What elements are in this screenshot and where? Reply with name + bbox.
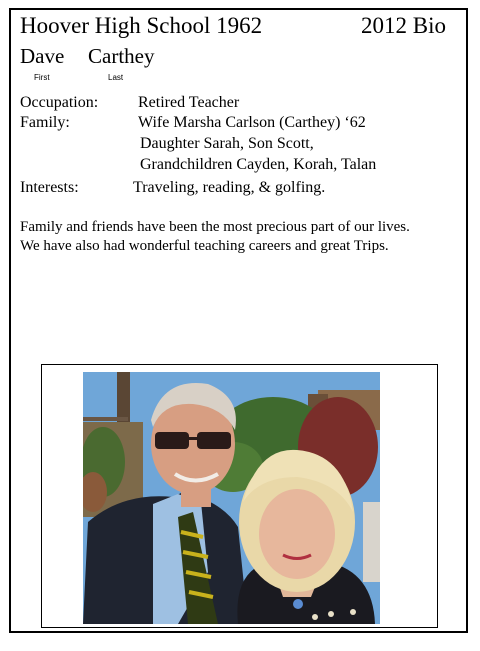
first-name: Dave xyxy=(20,44,65,68)
statement-line: We have also had wonderful teaching careers and great Trips. xyxy=(20,238,389,254)
family-line: Grandchildren Cayden, Korah, Talan xyxy=(140,156,377,173)
family-line: Daughter Sarah, Son Scott, xyxy=(140,135,314,152)
personal-statement xyxy=(20,218,465,256)
occupation-label: Occupation: xyxy=(20,94,99,111)
first-name-caption: First xyxy=(34,73,50,82)
interests-label: Interests: xyxy=(20,179,79,196)
couple-photo xyxy=(83,372,380,624)
family-label: Family: xyxy=(20,114,70,131)
interests-value: Traveling, reading, & golfing. xyxy=(133,179,326,196)
statement-line: Family and friends have been the most precious part of our lives. xyxy=(20,219,410,235)
occupation-value: Retired Teacher xyxy=(138,94,240,111)
school-title: Hoover High School 1962 xyxy=(20,13,263,38)
bio-card xyxy=(9,8,468,633)
bio-year: 2012 Bio xyxy=(361,13,446,38)
photo-frame xyxy=(41,364,438,628)
last-name-caption: Last xyxy=(108,73,124,82)
family-line: Wife Marsha Carlson (Carthey) ‘62 xyxy=(138,114,366,131)
last-name: Carthey xyxy=(88,44,155,68)
